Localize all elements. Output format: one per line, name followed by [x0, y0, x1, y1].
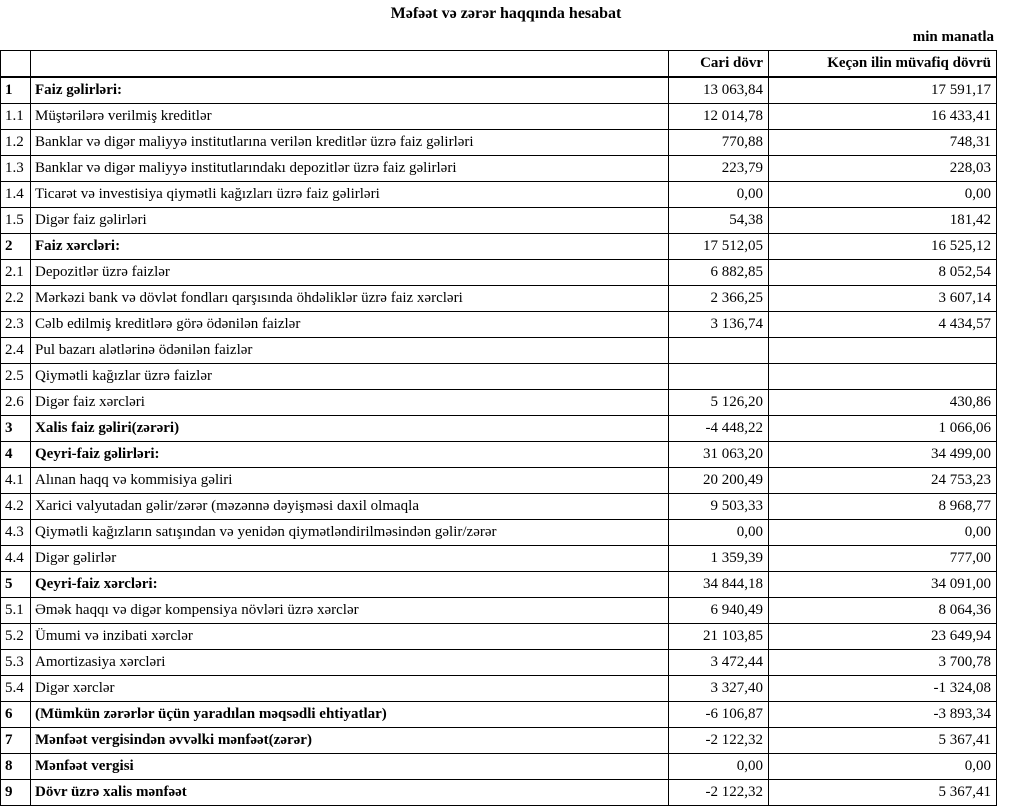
- current-value-cell: -6 106,87: [669, 702, 769, 728]
- row-label-cell: Qiymətli kağızların satışından və yenidən qiymətləndirilməsindən gəlir/zərər: [31, 520, 669, 546]
- row-number-cell: 4.4: [1, 546, 31, 572]
- row-number-cell: 2.2: [1, 286, 31, 312]
- previous-value-cell: 16 525,12: [769, 234, 997, 260]
- table-row: [1, 442, 997, 468]
- previous-value-cell: 4 434,57: [769, 312, 997, 338]
- row-number-cell: 8: [1, 754, 31, 780]
- table-row: [1, 468, 997, 494]
- row-label-cell: (Mümkün zərərlər üçün yaradılan məqsədli ehtiyatlar): [31, 702, 669, 728]
- row-number-cell: 7: [1, 728, 31, 754]
- previous-value-cell: [769, 338, 997, 364]
- row-label-cell: Xalis faiz gəliri(zərəri): [31, 416, 669, 442]
- unit-note: min manatla: [912, 29, 994, 45]
- row-number-cell: 1.5: [1, 208, 31, 234]
- current-value-cell: 6 940,49: [669, 598, 769, 624]
- table-row: [1, 234, 997, 260]
- previous-value-cell: 23 649,94: [769, 624, 997, 650]
- current-value-cell: 21 103,85: [669, 624, 769, 650]
- table-row: [1, 676, 997, 702]
- current-value-cell: 3 472,44: [669, 650, 769, 676]
- current-value-cell: 770,88: [669, 130, 769, 156]
- row-label-cell: Banklar və digər maliyyə institutlarına verilən kreditlər üzrə faiz gəlirləri: [31, 130, 669, 156]
- current-value-cell: 54,38: [669, 208, 769, 234]
- table-row: [1, 390, 997, 416]
- previous-value-cell: -1 324,08: [769, 676, 997, 702]
- row-label-cell: Ticarət və investisiya qiymətli kağızları üzrə faiz gəlirləri: [31, 182, 669, 208]
- previous-value-cell: 3 607,14: [769, 286, 997, 312]
- table-row: [1, 494, 997, 520]
- previous-value-cell: 228,03: [769, 156, 997, 182]
- row-number-cell: 1.3: [1, 156, 31, 182]
- row-label-cell: Banklar və digər maliyyə institutlarındakı depozitlər üzrə faiz gəlirləri: [31, 156, 669, 182]
- table-row: [1, 416, 997, 442]
- table-row: [1, 77, 997, 104]
- row-label-cell: Mənfəət vergisi: [31, 754, 669, 780]
- row-label-cell: Alınan haqq və kommisiya gəliri: [31, 468, 669, 494]
- current-value-cell: 1 359,39: [669, 546, 769, 572]
- row-label-cell: Xarici valyutadan gəlir/zərər (məzənnə dəyişməsi daxil olmaqla: [31, 494, 669, 520]
- previous-value-cell: 181,42: [769, 208, 997, 234]
- row-label-cell: Faiz xərcləri:: [31, 234, 669, 260]
- row-label-cell: Qeyri-faiz xərcləri:: [31, 572, 669, 598]
- previous-value-cell: 430,86: [769, 390, 997, 416]
- current-value-cell: 0,00: [669, 520, 769, 546]
- row-number-cell: 3: [1, 416, 31, 442]
- current-value-cell: 34 844,18: [669, 572, 769, 598]
- row-number-cell: 6: [1, 702, 31, 728]
- current-value-cell: [669, 338, 769, 364]
- previous-value-cell: 8 052,54: [769, 260, 997, 286]
- previous-value-cell: 5 367,41: [769, 780, 997, 806]
- table-row: [1, 598, 997, 624]
- table-row: [1, 104, 997, 130]
- row-number-cell: 5: [1, 572, 31, 598]
- table-row: [1, 754, 997, 780]
- row-number-cell: 2.4: [1, 338, 31, 364]
- previous-value-cell: 3 700,78: [769, 650, 997, 676]
- row-label-cell: Pul bazarı alətlərinə ödənilən faizlər: [31, 338, 669, 364]
- current-value-cell: 3 136,74: [669, 312, 769, 338]
- current-value-cell: 3 327,40: [669, 676, 769, 702]
- row-number-cell: 1: [1, 77, 31, 104]
- previous-value-cell: 8 968,77: [769, 494, 997, 520]
- row-label-cell: Faiz gəlirləri:: [31, 77, 669, 104]
- row-number-cell: 2.3: [1, 312, 31, 338]
- row-label-cell: Ümumi və inzibati xərclər: [31, 624, 669, 650]
- table-row: [1, 702, 997, 728]
- row-label-cell: Digər faiz xərcləri: [31, 390, 669, 416]
- row-number-cell: 2.1: [1, 260, 31, 286]
- current-value-cell: 17 512,05: [669, 234, 769, 260]
- current-value-cell: 6 882,85: [669, 260, 769, 286]
- table-row: [1, 312, 997, 338]
- header-previous-period: Keçən ilin müvafiq dövrü: [769, 51, 997, 78]
- table-header-row: [1, 51, 997, 78]
- row-number-cell: 5.3: [1, 650, 31, 676]
- table-row: [1, 650, 997, 676]
- previous-value-cell: 0,00: [769, 754, 997, 780]
- row-label-cell: Qiymətli kağızlar üzrə faizlər: [31, 364, 669, 390]
- row-number-cell: 1.4: [1, 182, 31, 208]
- previous-value-cell: 24 753,23: [769, 468, 997, 494]
- report-table-body: [1, 77, 997, 806]
- row-label-cell: Digər faiz gəlirləri: [31, 208, 669, 234]
- current-value-cell: 13 063,84: [669, 77, 769, 104]
- row-number-cell: 1.1: [1, 104, 31, 130]
- header-number-cell: [1, 51, 31, 78]
- table-row: [1, 338, 997, 364]
- row-number-cell: 4.3: [1, 520, 31, 546]
- previous-value-cell: 748,31: [769, 130, 997, 156]
- table-row: [1, 208, 997, 234]
- previous-value-cell: 0,00: [769, 520, 997, 546]
- header-current-period: Cari dövr: [669, 51, 769, 78]
- current-value-cell: 31 063,20: [669, 442, 769, 468]
- table-row: [1, 624, 997, 650]
- row-number-cell: 5.4: [1, 676, 31, 702]
- page-title: Məfəət və zərər haqqında hesabat: [390, 5, 622, 22]
- table-row: [1, 572, 997, 598]
- table-row: [1, 156, 997, 182]
- previous-value-cell: 1 066,06: [769, 416, 997, 442]
- table-row: [1, 728, 997, 754]
- current-value-cell: [669, 364, 769, 390]
- row-number-cell: 4.2: [1, 494, 31, 520]
- previous-value-cell: 777,00: [769, 546, 997, 572]
- table-row: [1, 780, 997, 806]
- table-row: [1, 364, 997, 390]
- row-label-cell: Mənfəət vergisindən əvvəlki mənfəət(zərər): [31, 728, 669, 754]
- current-value-cell: 0,00: [669, 182, 769, 208]
- row-label-cell: Amortizasiya xərcləri: [31, 650, 669, 676]
- row-number-cell: 1.2: [1, 130, 31, 156]
- row-number-cell: 2: [1, 234, 31, 260]
- table-row: [1, 130, 997, 156]
- current-value-cell: 223,79: [669, 156, 769, 182]
- previous-value-cell: 34 499,00: [769, 442, 997, 468]
- previous-value-cell: 17 591,17: [769, 77, 997, 104]
- row-label-cell: Digər xərclər: [31, 676, 669, 702]
- current-value-cell: 12 014,78: [669, 104, 769, 130]
- table-row: [1, 520, 997, 546]
- row-label-cell: Cəlb edilmiş kreditlərə görə ödənilən faizlər: [31, 312, 669, 338]
- current-value-cell: 20 200,49: [669, 468, 769, 494]
- previous-value-cell: [769, 364, 997, 390]
- row-label-cell: Dövr üzrə xalis mənfəət: [31, 780, 669, 806]
- header-label-cell: [31, 51, 669, 78]
- previous-value-cell: 8 064,36: [769, 598, 997, 624]
- table-row: [1, 286, 997, 312]
- row-number-cell: 9: [1, 780, 31, 806]
- table-row: [1, 182, 997, 208]
- row-number-cell: 5.1: [1, 598, 31, 624]
- row-label-cell: Mərkəzi bank və dövlət fondları qarşısında öhdəliklər üzrə faiz xərcləri: [31, 286, 669, 312]
- current-value-cell: -4 448,22: [669, 416, 769, 442]
- row-number-cell: 2.5: [1, 364, 31, 390]
- row-label-cell: Qeyri-faiz gəlirləri:: [31, 442, 669, 468]
- previous-value-cell: 0,00: [769, 182, 997, 208]
- row-number-cell: 5.2: [1, 624, 31, 650]
- previous-value-cell: 16 433,41: [769, 104, 997, 130]
- current-value-cell: 5 126,20: [669, 390, 769, 416]
- previous-value-cell: 34 091,00: [769, 572, 997, 598]
- row-label-cell: Digər gəlirlər: [31, 546, 669, 572]
- current-value-cell: 0,00: [669, 754, 769, 780]
- row-number-cell: 2.6: [1, 390, 31, 416]
- row-number-cell: 4.1: [1, 468, 31, 494]
- current-value-cell: -2 122,32: [669, 728, 769, 754]
- previous-value-cell: 5 367,41: [769, 728, 997, 754]
- previous-value-cell: -3 893,34: [769, 702, 997, 728]
- current-value-cell: -2 122,32: [669, 780, 769, 806]
- table-row: [1, 260, 997, 286]
- row-number-cell: 4: [1, 442, 31, 468]
- table-row: [1, 546, 997, 572]
- row-label-cell: Depozitlər üzrə faizlər: [31, 260, 669, 286]
- row-label-cell: Müştərilərə verilmiş kreditlər: [31, 104, 669, 130]
- profit-loss-table: [0, 50, 997, 806]
- current-value-cell: 2 366,25: [669, 286, 769, 312]
- row-label-cell: Əmək haqqı və digər kompensiya növləri üzrə xərclər: [31, 598, 669, 624]
- current-value-cell: 9 503,33: [669, 494, 769, 520]
